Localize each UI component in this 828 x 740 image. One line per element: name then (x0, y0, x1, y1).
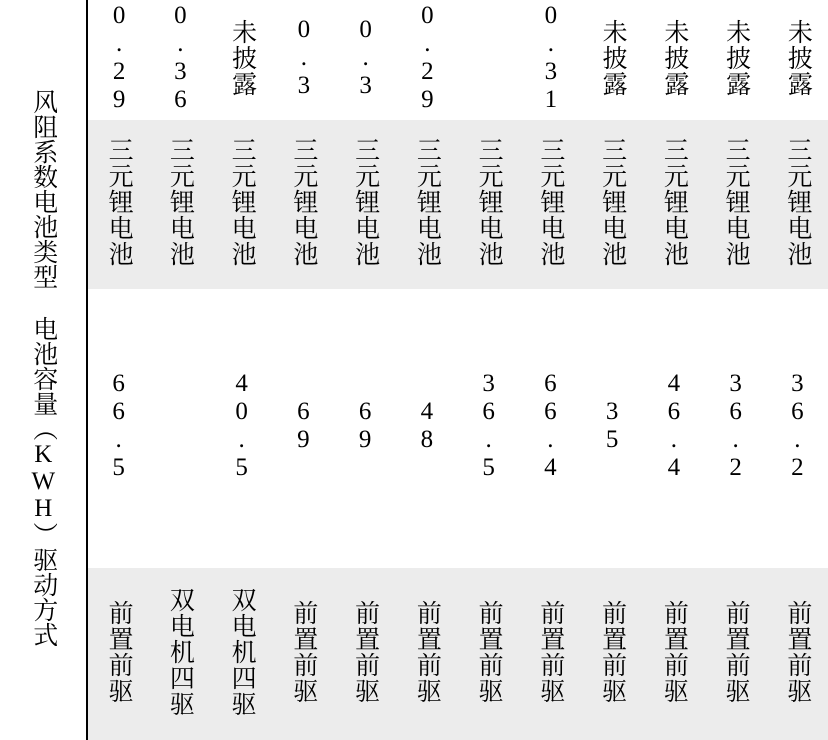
cell-capacity-4 (272, 289, 334, 568)
cell-battype-6 (396, 120, 458, 289)
cell-battype-3 (211, 120, 273, 289)
cell-wind-1 (87, 0, 149, 120)
cell-wind-7 (458, 0, 520, 120)
cell-capacity-1 (87, 289, 149, 568)
cell-battype-9 (581, 120, 643, 289)
cell-capacity-7 (458, 289, 520, 568)
cell-wind-6 (396, 0, 458, 120)
cell-wind-12 (766, 0, 828, 120)
cell-value: 三元锂电池 (413, 137, 441, 268)
cell-value: 未披露 (784, 18, 812, 97)
cell-value: 前置前驱 (660, 599, 688, 704)
cell-wind-2 (149, 0, 211, 120)
cell-capacity-12 (766, 289, 828, 568)
cell-capacity-5 (334, 289, 396, 568)
cell-battype-7 (458, 120, 520, 289)
cell-wind-5 (334, 0, 396, 120)
cell-battype-10 (643, 120, 705, 289)
cell-value: 三元锂电池 (722, 137, 750, 268)
cell-value: 未披露 (722, 18, 750, 97)
cell-value: 双电机四驱 (228, 586, 256, 717)
cell-capacity-6 (396, 289, 458, 568)
table-row (0, 120, 828, 289)
cell-drive-6 (396, 568, 458, 740)
cell-value: 48 (413, 398, 441, 455)
cell-drive-12 (766, 568, 828, 740)
cell-drive-9 (581, 568, 643, 740)
cell-value: 前置前驱 (598, 599, 626, 704)
cell-drive-1 (87, 568, 149, 740)
cell-value: 三元锂电池 (228, 137, 256, 268)
cell-drive-11 (705, 568, 767, 740)
cell-value: 0.36 (166, 1, 194, 114)
cell-wind-10 (643, 0, 705, 120)
cell-drive-5 (334, 568, 396, 740)
cell-drive-4 (272, 568, 334, 740)
cell-value: 前置前驱 (783, 599, 811, 704)
cell-value: 三元锂电池 (105, 137, 133, 268)
cell-value: 前置前驱 (289, 599, 317, 704)
cell-value: 0.31 (537, 1, 565, 114)
cell-value: 三元锂电池 (660, 137, 688, 268)
cell-value: 0.29 (105, 1, 133, 114)
cell-value: 46.4 (660, 370, 688, 483)
cell-value: 前置前驱 (413, 599, 441, 704)
cell-battype-4 (272, 120, 334, 289)
cell-value: 三元锂电池 (783, 137, 811, 268)
cell-value: 前置前驱 (351, 599, 379, 704)
cell-value: 35 (598, 398, 626, 455)
cell-capacity-3 (211, 289, 273, 568)
table-row (0, 0, 828, 120)
cell-wind-9 (581, 0, 643, 120)
cell-wind-11 (705, 0, 767, 120)
cell-value: 0.3 (290, 15, 318, 100)
table-row (0, 568, 828, 740)
cell-battype-1 (87, 120, 149, 289)
cell-capacity-8 (519, 289, 581, 568)
table-row (0, 289, 828, 568)
cell-value: 前置前驱 (722, 599, 750, 704)
cell-value: 前置前驱 (536, 599, 564, 704)
cell-capacity-9 (581, 289, 643, 568)
cell-value: 40.5 (228, 370, 256, 483)
cell-battype-11 (705, 120, 767, 289)
cell-capacity-2 (149, 289, 211, 568)
cell-value: 双电机四驱 (166, 586, 194, 717)
cell-battype-8 (519, 120, 581, 289)
cell-value: 0.3 (352, 15, 380, 100)
cell-wind-8 (519, 0, 581, 120)
cell-value: 69 (289, 398, 317, 455)
cell-value: 69 (351, 398, 379, 455)
cell-drive-3 (211, 568, 273, 740)
cell-battype-2 (149, 120, 211, 289)
cell-value: 66.5 (105, 370, 133, 483)
row-label-stack: 风阻系数电池类型 电池容量（KWH）驱动方式 (29, 88, 57, 647)
cell-value: 36.5 (475, 370, 503, 483)
cell-wind-4 (272, 0, 334, 120)
cell-value: 未披露 (228, 18, 256, 97)
cell-value: 36.2 (783, 370, 811, 483)
cell-value: 0.29 (413, 1, 441, 114)
cell-value: 前置前驱 (105, 599, 133, 704)
row-label-column (0, 0, 87, 740)
cell-value: 三元锂电池 (536, 137, 564, 268)
cell-drive-7 (458, 568, 520, 740)
cell-value: 未披露 (660, 18, 688, 97)
cell-drive-8 (519, 568, 581, 740)
cell-battype-5 (334, 120, 396, 289)
cell-value: 三元锂电池 (166, 137, 194, 268)
cell-value: 前置前驱 (475, 599, 503, 704)
cell-wind-3 (211, 0, 273, 120)
cell-value: 三元锂电池 (598, 137, 626, 268)
cell-value: 66.4 (536, 370, 564, 483)
cell-value: 36.2 (722, 370, 750, 483)
cell-value: 三元锂电池 (475, 137, 503, 268)
cell-value: 未披露 (599, 18, 627, 97)
cell-battype-12 (766, 120, 828, 289)
cell-capacity-11 (705, 289, 767, 568)
cell-capacity-10 (643, 289, 705, 568)
cell-drive-10 (643, 568, 705, 740)
cell-value: 三元锂电池 (289, 137, 317, 268)
cell-value: 三元锂电池 (351, 137, 379, 268)
cell-drive-2 (149, 568, 211, 740)
